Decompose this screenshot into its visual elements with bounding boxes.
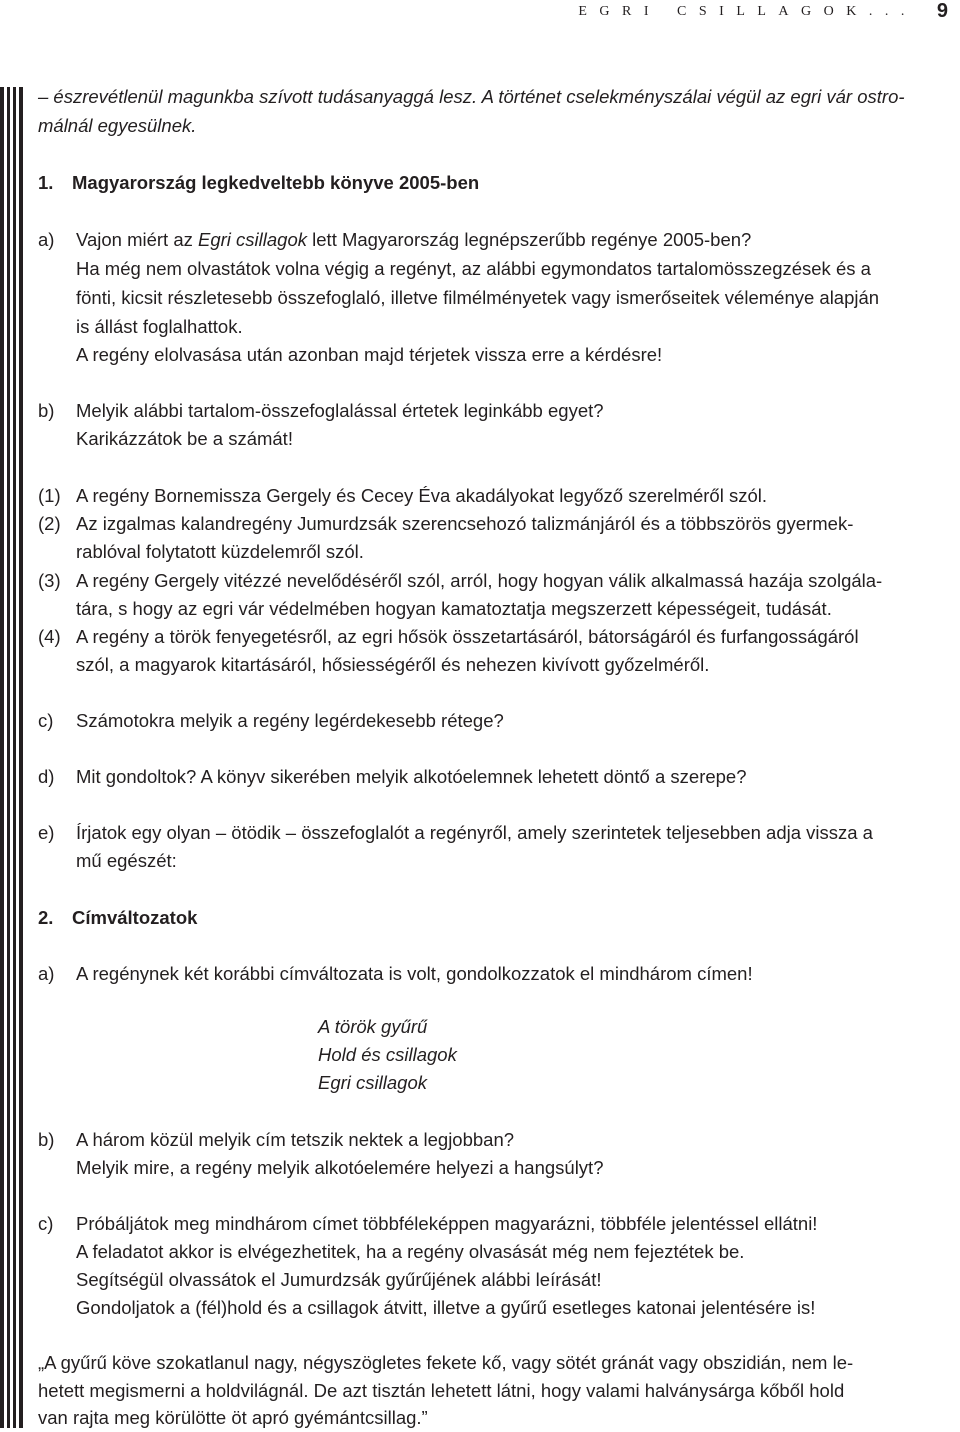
q2c-line-2: A feladatot akkor is elvégezhetitek, ha a regény olvasását még nem fejeztétek be. xyxy=(76,1241,745,1262)
section2-number: 2. xyxy=(38,907,54,928)
q1c-label: c) xyxy=(38,710,54,731)
q2c-line-3: Segítségül olvassátok el Jumurdzsák gyűrűjének alábbi leírását! xyxy=(76,1269,602,1290)
option-3-num: (3) xyxy=(38,570,61,591)
q2a-label: a) xyxy=(38,963,55,984)
q2b-line-2: Melyik mire, a regény melyik alkotóelemére helyezi a hangsúlyt? xyxy=(76,1157,604,1178)
page-number: 9 xyxy=(936,0,948,22)
title-variant-3: Egri csillagok xyxy=(318,1072,427,1093)
title-variant-1: A török gyűrű xyxy=(318,1016,428,1037)
q1b-line-1: Melyik alábbi tartalom-összefoglalással értetek leginkább egyet? xyxy=(76,400,604,421)
title-variant-2: Hold és csillagok xyxy=(318,1044,457,1065)
quote-line-3: van rajta meg körülötte öt apró gyémántcsillag.” xyxy=(38,1407,428,1428)
q1a-para-line-1: Ha még nem olvastátok volna végig a regényt, az alábbi egymondatos tartalomösszegzések és a xyxy=(76,258,871,279)
q2b-label: b) xyxy=(38,1129,55,1150)
option-4-line-2: szól, a magyarok kitartásáról, hősiességéről és nehezen kivívott győzelméről. xyxy=(76,654,710,675)
option-2-line-2: rablóval folytatott küzdelemről szól. xyxy=(76,541,364,562)
option-4-num: (4) xyxy=(38,626,61,647)
q2c-line-1: Próbáljátok meg mindhárom címet többféleképpen magyarázni, többféle jelentéssel ellátni! xyxy=(76,1213,818,1234)
intro-line-1: – észrevétlenül magunkba szívott tudásanyaggá lesz. A történet cselekményszálai végül az egri vár ostro- xyxy=(38,86,905,107)
quote-line-2: hetett megismerni a holdvilágnál. De azt tisztán lehetett látni, hogy valami halványsárga kőből hold xyxy=(38,1380,845,1401)
q1a-para-line-4: A regény elolvasása után azonban majd térjetek vissza erre a kérdésre! xyxy=(76,344,663,365)
q2c-label: c) xyxy=(38,1213,54,1234)
section2-title: Címváltozatok xyxy=(72,907,198,928)
q1e-line-1: Írjatok egy olyan – ötödik – összefoglalót a regényről, amely szerintetek teljesebben adja vissza a xyxy=(76,822,873,843)
running-header xyxy=(578,0,948,22)
option-3-line-1: A regény Gergely vitézzé nevelődéséről szól, arról, hogy hogyan válik alkalmassá hazája szolgála- xyxy=(76,570,883,591)
intro-line-2: málnál egyesülnek. xyxy=(38,115,197,136)
margin-bars xyxy=(0,87,26,1428)
q1e-line-2: mű egészét: xyxy=(76,850,177,871)
q1b-line-2: Karikázzátok be a számát! xyxy=(76,428,293,449)
quote-line-1: „A gyűrű köve szokatlanul nagy, négyszögletes fekete kő, vagy sötét gránát vagy obszidián, nem le- xyxy=(38,1352,854,1373)
option-2-num: (2) xyxy=(38,513,61,534)
book-title-italic: Egri csillagok xyxy=(198,229,308,250)
option-1-num: (1) xyxy=(38,485,61,506)
book-title: EGRI CSILLAGOK... xyxy=(578,3,917,19)
q1b-label: b) xyxy=(38,400,55,421)
q2a-text: A regénynek két korábbi címváltozata is volt, gondolkozzatok el mindhárom címen! xyxy=(76,963,753,984)
q2c-line-4: Gondoljatok a (fél)hold és a csillagok átvitt, illetve a gyűrű esetleges katonai jelentésére is! xyxy=(76,1297,816,1318)
q1c-text: Számotokra melyik a regény legérdekesebb rétege? xyxy=(76,710,504,731)
section1-number: 1. xyxy=(38,172,54,193)
q1a-para-line-3: is állást foglalhattok. xyxy=(76,316,243,337)
q1a-label: a) xyxy=(38,229,55,250)
q1e-label: e) xyxy=(38,822,55,843)
option-3-line-2: tára, s hogy az egri vár védelmében hogyan kamatoztatja megszerzett képességeit, tudását. xyxy=(76,598,832,619)
option-4-line-1: A regény a török fenyegetésről, az egri hősök összetartásáról, bátorságáról és furfangosságáról xyxy=(76,626,859,647)
q1d-text: Mit gondoltok? A könyv sikerében melyik alkotóelemnek lehetett döntő a szerepe? xyxy=(76,766,747,787)
q1d-label: d) xyxy=(38,766,55,787)
option-2-line-1: Az izgalmas kalandregény Jumurdzsák szerencsehozó talizmánjáról és a többszörös gyermek- xyxy=(76,513,854,534)
q1a-para-line-2: fönti, kicsit részletesebb összefoglaló, illetve filmélményetek vagy ismerőseitek véleménye alapján xyxy=(76,287,880,308)
q1a-question: Vajon miért az Egri csillagok lett Magyarország legnépszerűbb regénye 2005-ben? xyxy=(76,229,752,250)
q2b-line-1: A három közül melyik cím tetszik nektek a legjobban? xyxy=(76,1129,515,1150)
option-1-line-1: A regény Bornemissza Gergely és Cecey Éva akadályokat legyőző szerelméről szól. xyxy=(76,485,767,506)
section1-title: Magyarország legkedveltebb könyve 2005-ben xyxy=(72,172,480,193)
